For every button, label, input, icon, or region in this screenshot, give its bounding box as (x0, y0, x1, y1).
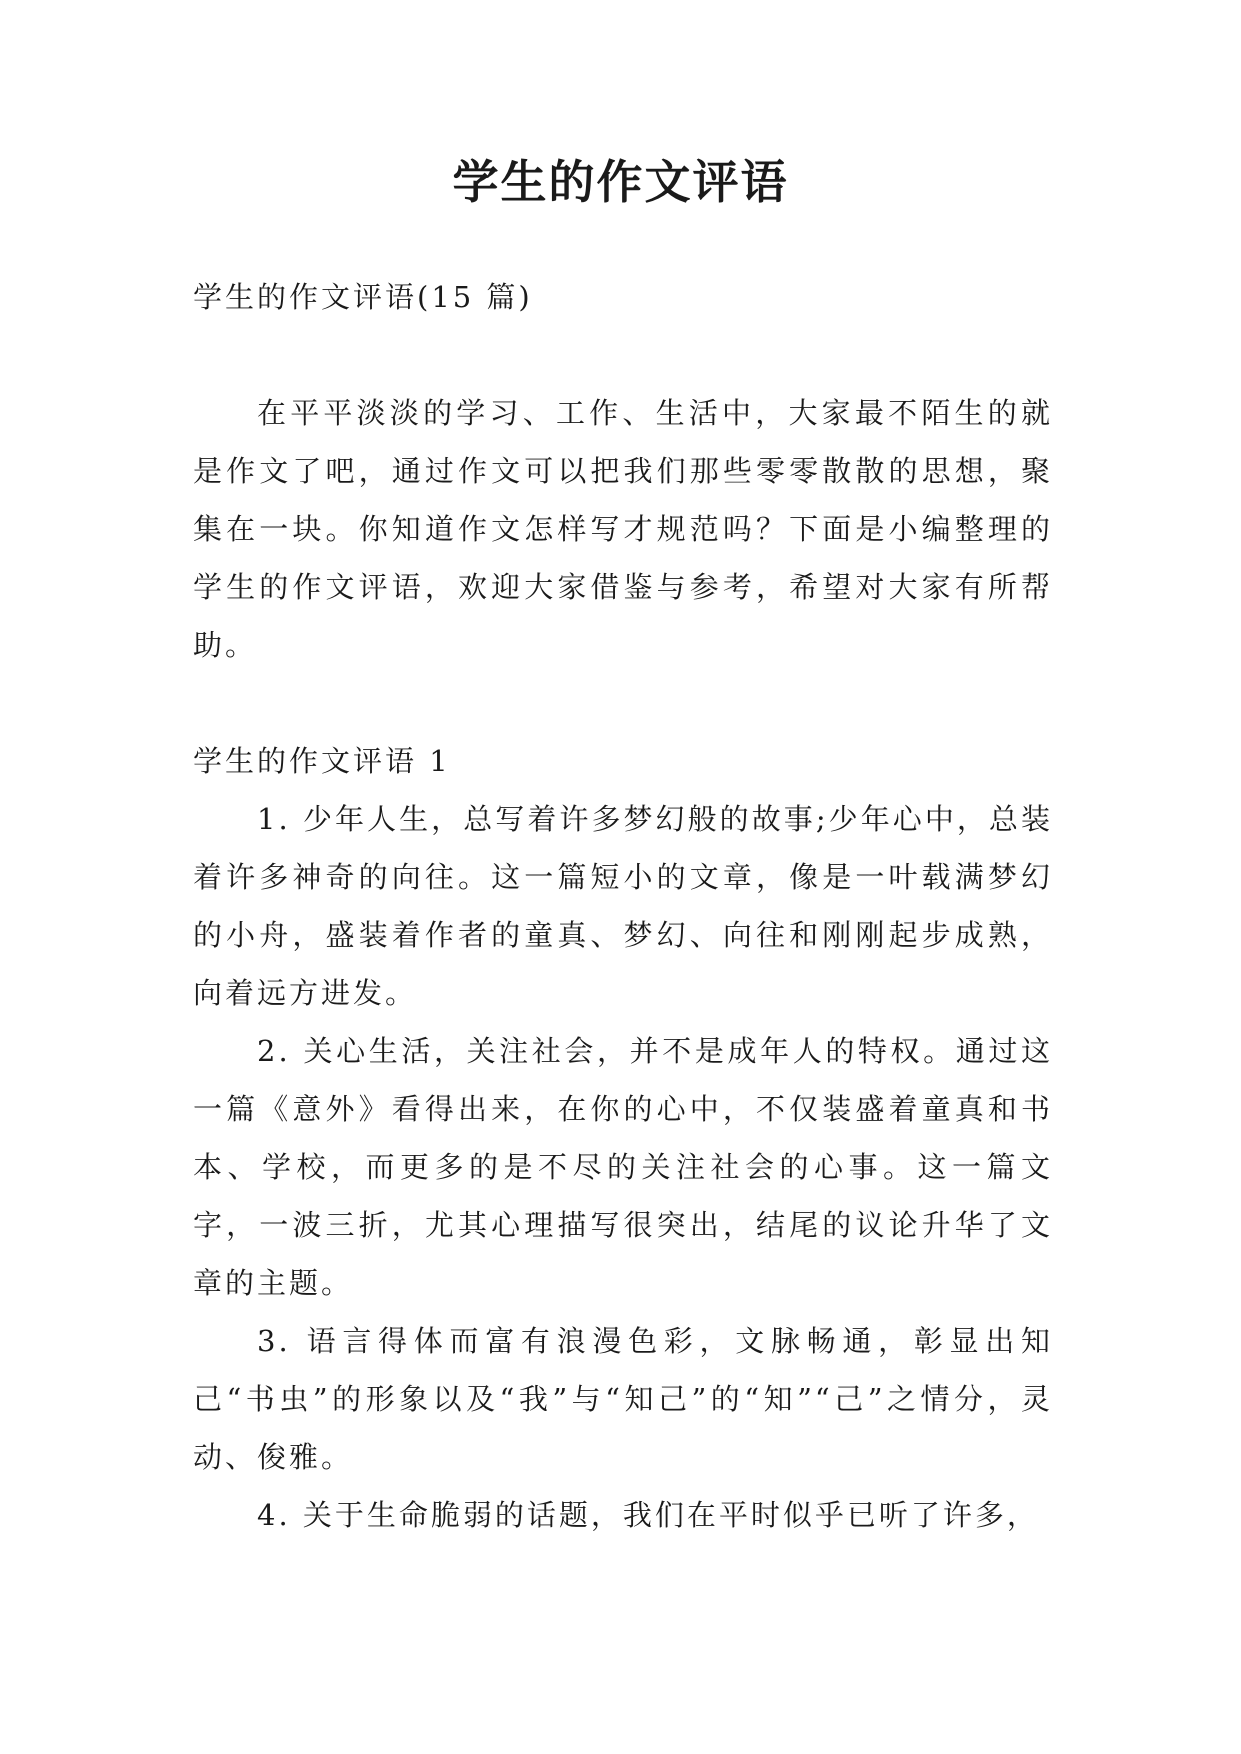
comment-item-3: 3. 语言得体而富有浪漫色彩，文脉畅通，彰显出知己“书虫”的形象以及“我”与“知己”的“知”“己”之情分，灵动、俊雅。 (193, 1324, 1053, 1474)
comment-item-2: 2. 关心生活，关注社会，并不是成年人的特权。通过这一篇《意外》看得出来，在你的心中，不仅装盛着童真和书本、学校，而更多的是不尽的关注社会的心事。这一篇文字，一波三折，尤其心理描写很突出，结尾的议论升华了文章的主题。 (193, 1034, 1053, 1300)
section-heading: 学生的作文评语 1 (193, 744, 451, 778)
comment-item-4: 4. 关于生命脆弱的话题，我们在平时似乎已听了许多， (257, 1498, 1039, 1532)
document-subtitle: 学生的作文评语(15 篇) (193, 280, 533, 314)
comment-item-1: 1. 少年人生，总写着许多梦幻般的故事;少年心中，总装着许多神奇的向往。这一篇短小的文章，像是一叶载满梦幻的小舟，盛装着作者的童真、梦幻、向往和刚刚起步成熟，向着远方进发。 (193, 802, 1053, 1010)
document-body (193, 268, 1053, 1544)
document-title: 学生的作文评语 (452, 155, 789, 209)
intro-paragraph: 在平平淡淡的学习、工作、生活中，大家最不陌生的就是作文了吧，通过作文可以把我们那些零零散散的思想，聚集在一块。你知道作文怎样写才规范吗？下面是小编整理的学生的作文评语，欢迎大家借鉴与参考，希望对大家有所帮助。 (193, 396, 1053, 662)
